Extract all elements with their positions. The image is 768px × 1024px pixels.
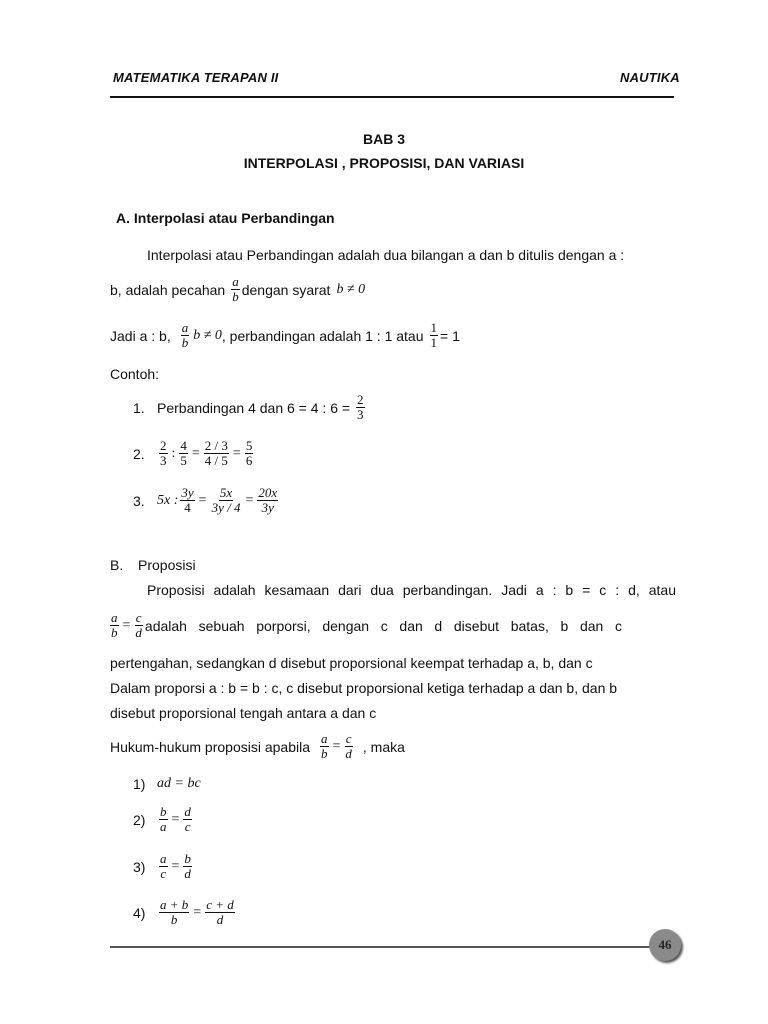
section-b-line2 [110,611,676,640]
fraction-a-over-b: $\frac{a}{b}$ [232,274,239,304]
fraction-c-over-d: $\frac{c}{d}$ [135,610,142,640]
ex2-frac-3: $\frac{2 / 3}{4 / 5}$ [204,438,228,468]
footer-rule [110,946,655,948]
law-4-frac-1: $\frac{a + b}{b}$ [160,897,189,927]
hukum-line [110,732,405,761]
header-rule [110,96,674,98]
section-b-heading: Proposisi [138,557,196,573]
para-line2-prefix: b, adalah pecahan [110,281,226,298]
fraction-b-over-a: $\frac{b}{a}$ [160,804,167,834]
page-number: 46 [658,937,672,952]
fraction-two-over-three: $\frac{2}{3}$ [357,392,364,422]
section-b-line3: pertengahan, sedangkan d disebut proporsional keempat terhadap a, b, dan c [110,655,593,671]
fraction-c-over-d: $\frac{c}{d}$ [345,731,352,761]
equals-sign: = [198,492,207,508]
fraction-a-over-b: $\frac{a}{b}$ [321,731,328,761]
ex3-frac-1: $\frac{3y}{4}$ [181,485,194,515]
law-4-number: 4) [133,904,146,921]
equals-sign: = [332,738,341,754]
law-1 [133,776,201,792]
fraction-d-over-c: $\frac{d}{c}$ [184,804,191,834]
example-1 [133,393,367,422]
hukum-prefix: Hukum-hukum proposisi apabila [110,738,310,755]
law-3-number: 3) [133,858,146,875]
fraction-a-over-b: $\frac{a}{b}$ [111,610,118,640]
section-b-line4: Dalam proporsi a : b = b : c, c disebut proporsional ketiga terhadap a dan b, dan b [110,680,618,696]
chapter-title: INTERPOLASI , PROPOSISI, DAN VARIASI [243,155,525,171]
law-4 [133,898,237,927]
condition-b-not-zero: b ≠ 0 [336,281,366,297]
example-1-number: 1. [133,399,145,416]
equals-sign: = [171,811,180,827]
running-header-left: MATEMATIKA TERAPAN II [113,70,279,85]
section-a-heading: A. Interpolasi atau Perbandingan [116,210,335,226]
condition-b-not-zero: b ≠ 0 [193,327,222,343]
section-b-line5: disebut proporsional tengah antara a dan c [110,705,377,721]
law-1-number: 1) [133,776,146,792]
example-3-number: 3. [133,492,145,509]
ex3-frac-2: $\frac{5x}{3y / 4}$ [211,485,241,515]
fraction-a-over-c: $\frac{a}{c}$ [160,851,167,881]
hukum-suffix: , maka [362,738,405,755]
ex2-frac-1: $\frac{2}{3}$ [160,438,167,468]
equals-one: = 1 [440,327,460,344]
running-header-right: NAUTIKA [620,70,680,85]
law-3 [133,852,194,881]
section-b-line2-text: adalah sebuah porporsi, dengan c dan d disebut batas, b dan c [144,617,622,634]
equals-sign: = [245,492,254,508]
law-2-number: 2) [133,811,146,828]
ex2-frac-2: $\frac{4}{5}$ [180,438,187,468]
equals-sign: = [122,617,131,633]
page-number-badge [649,929,681,961]
section-a-para-line1: Interpolasi atau Perbandingan adalah dua bilangan a dan b ditulis dengan a : [147,247,625,263]
equals-sign: = [193,904,202,920]
example-2-number: 2. [133,445,145,462]
fraction-one-over-one: $\frac{1}{1}$ [430,320,438,350]
jadi-mid: , perbandingan adalah 1 : 1 atau [221,327,424,344]
section-a-para-line2 [110,275,365,304]
law-2 [133,805,194,834]
ratio-colon: : [171,445,176,461]
equals-sign: = [171,858,180,874]
example-2 [133,439,255,468]
fraction-a-over-b: $\frac{a}{b}$ [181,320,189,350]
law-1-formula: ad = bc [157,776,201,791]
jadi-prefix: Jadi a : b, [110,327,171,344]
chapter-number: BAB 3 [362,131,405,147]
fraction-b-over-d: $\frac{b}{d}$ [184,851,191,881]
equals-sign: = [232,445,241,461]
jadi-line [110,321,460,350]
para-line2-mid: dengan syarat [241,281,331,298]
section-b-para-line1: Proposisi adalah kesamaan dari dua perbandingan. Jadi a : b = c : d, atau [147,582,676,598]
ex3-frac-3: $\frac{20x}{3y}$ [258,485,278,515]
contoh-label: Contoh: [110,366,160,382]
example-3 [133,486,280,515]
ex3-lead: 5x : [157,492,179,508]
example-1-text: Perbandingan 4 dan 6 = 4 : 6 = [157,399,351,416]
law-4-frac-2: $\frac{c + d}{d}$ [206,897,234,927]
section-b-label: B. [110,557,124,573]
ex2-frac-4: $\frac{5}{6}$ [245,438,253,468]
equals-sign: = [191,445,200,461]
